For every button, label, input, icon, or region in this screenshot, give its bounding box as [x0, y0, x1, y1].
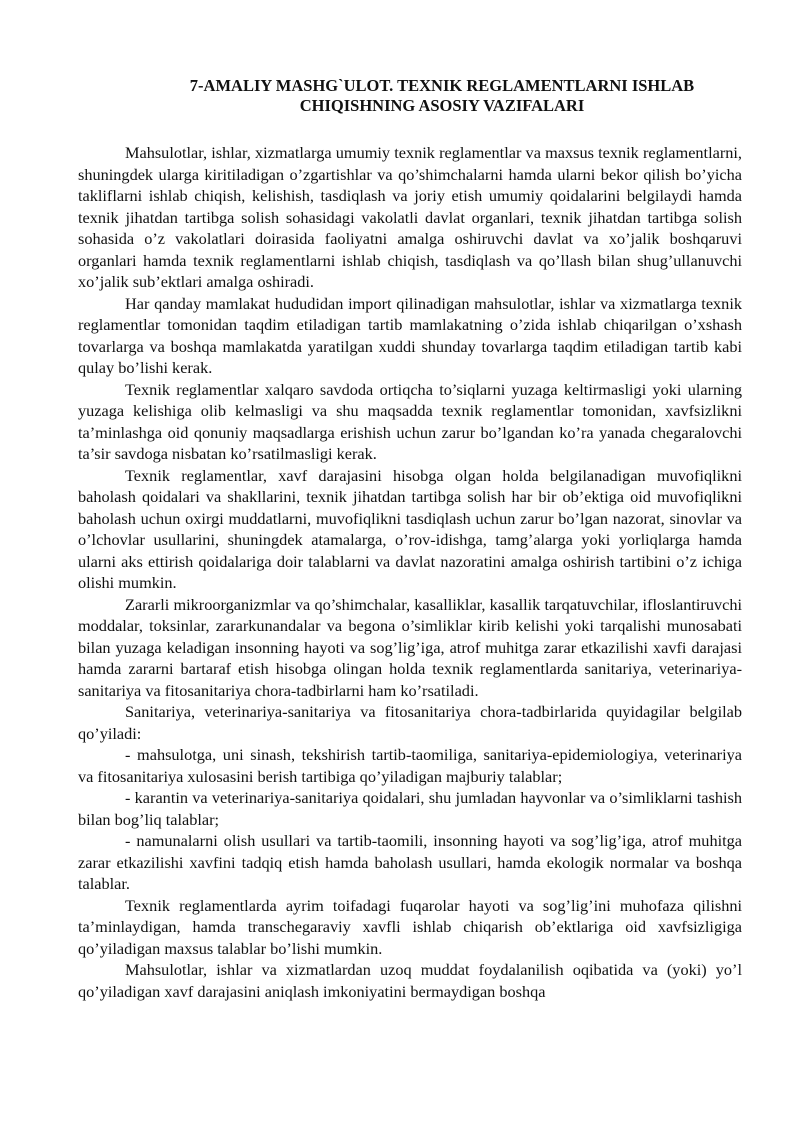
paragraph: Texnik reglamentlar xalqaro savdoda ortiqcha to’siqlarni yuzaga keltirmasligi yoki ularning yuzaga kelishiga olib kelmasligi va shu maqsadda texnik reglamentlar tomonidan, xavfsizlikni ta’minlashga oid qonuniy maqsadlarga erishish uchun zarur bo’lgandan ko’ra yanada chegaralovchi ta’sir savdoga nisbatan ko’rsatilmasligi kerak. [78, 379, 742, 463]
list-item: - namunalarni olish usullari va tartib-taomili, insonning hayoti va sog’lig’iga, atrof muhitga zarar etkazilishi xavfini tadqiq etish hamda baholash usullari, hamda ekologik normalar va boshqa talablar. [78, 831, 742, 893]
list-item: - mahsulotga, uni sinash, tekshirish tartib-taomiliga, sanitariya-epidemiologiya, veterinariya va fitosanitariya xulosasini berish tartibiga qo’yiladigan majburiy talablar; [78, 745, 742, 786]
paragraph: Har qanday mamlakat hududidan import qilinadigan mahsulotlar, ishlar va xizmatlarga texnik reglamentlar tomonidan taqdim etiladigan tartib mamlakatning o’zida ishlab chiqarilgan o’xshash tovarlarga va boshqa mamlakatda yaratilgan xuddi shunday tovarlarga taqdim etiladigan tartib kabi qulay bo’lishi kerak. [78, 293, 742, 377]
paragraph: Mahsulotlar, ishlar va xizmatlardan uzoq muddat foydalanilish oqibatida va (yoki) yo’l qo’yiladigan xavf darajasini aniqlash imkoniyatini bermaydigan boshqa [78, 960, 742, 1001]
list-item: - karantin va veterinariya-sanitariya qoidalari, shu jumladan hayvonlar va o’simliklarni tashish bilan bog’liq talablar; [78, 788, 742, 829]
paragraph: Texnik reglamentlarda ayrim toifadagi fuqarolar hayoti va sog’lig’ini muhofaza qilishni ta’minlaydigan, hamda transchegaraviy xavfli ishlab chiqarish ob’ektlariga oid xavfsizligiga qo’yiladigan maxsus talablar bo’lishi mumkin. [78, 895, 742, 958]
document-body [78, 142, 742, 1002]
paragraph: Texnik reglamentlar, xavf darajasini hisobga olgan holda belgilanadigan muvofiqlikni baholash qoidalari va shakllarini, texnik jihatdan tartibga solish har bir ob’ektiga oid muvofiqlikni baholash uchun oxirgi muddatlarni, muvofiqlikni tasdiqlash uchun zarur bo’lgan nazorat, sinovlar va o’lchovlar usullarini, shuningdek atamalarga, o’rov-idishga, tamg’alarga yoki yorliqlarga hamda ularni aks ettirish qoidalariga doir talablarni va davlat nazoratini amalga oshirish tartibini o’z ichiga olishi mumkin. [78, 465, 742, 592]
paragraph: Zararli mikroorganizmlar va qo’shimchalar, kasalliklar, kasallik tarqatuvchilar, ifloslantiruvchi moddalar, toksinlar, zararkunandalar va begona o’simliklar kirib kelishi yoki tarqalishi munosabati bilan yuzaga keladigan insonning hayoti va sog’lig’iga, atrof muhitga zarar etkazilishi xavfi darajasi hamda zararni bartaraf etish hisobga olingan holda texnik reglamentlarda sanitariya, veterinariya-sanitariya va fitosanitariya chora-tadbirlarni ham ko’rsatiladi. [78, 594, 742, 700]
title-line-2: CHIQISHNING ASOSIY VAZIFALARI [299, 96, 585, 115]
title-line-1: 7-AMALIY MASHG`ULOT. TEXNIK REGLAMENTLARNI ISHLAB [189, 76, 695, 95]
document-title [78, 76, 742, 116]
paragraph: Sanitariya, veterinariya-sanitariya va fitosanitariya chora-tadbirlarida quyidagilar belgilab qo’yiladi: [78, 702, 742, 743]
paragraph: Mahsulotlar, ishlar, xizmatlarga umumiy texnik reglamentlar va maxsus texnik reglamentlarni, shuningdek ularga kiritiladigan o’zgartishlar va qo’shimchalarni hamda ularni bekor qilish bo’yicha takliflarni ishlab chiqish, kelishish, tasdiqlash va joriy etish umumiy qoidalarini belgilaydi hamda texnik jihatdan tartibga solish sohasidagi vakolatli davlat organlari, texnik jihatdan tartibga solish sohasida o’z vakolatlari doirasida faoliyatni amalga oshiruvchi davlat va xo’jalik boshqaruvi organlari hamda texnik reglamentlarni ishlab chiqish, tasdiqlash va qo’llash bilan shug’ullanuvchi xo’jalik sub’ektlari amalga oshiradi. [78, 143, 742, 291]
